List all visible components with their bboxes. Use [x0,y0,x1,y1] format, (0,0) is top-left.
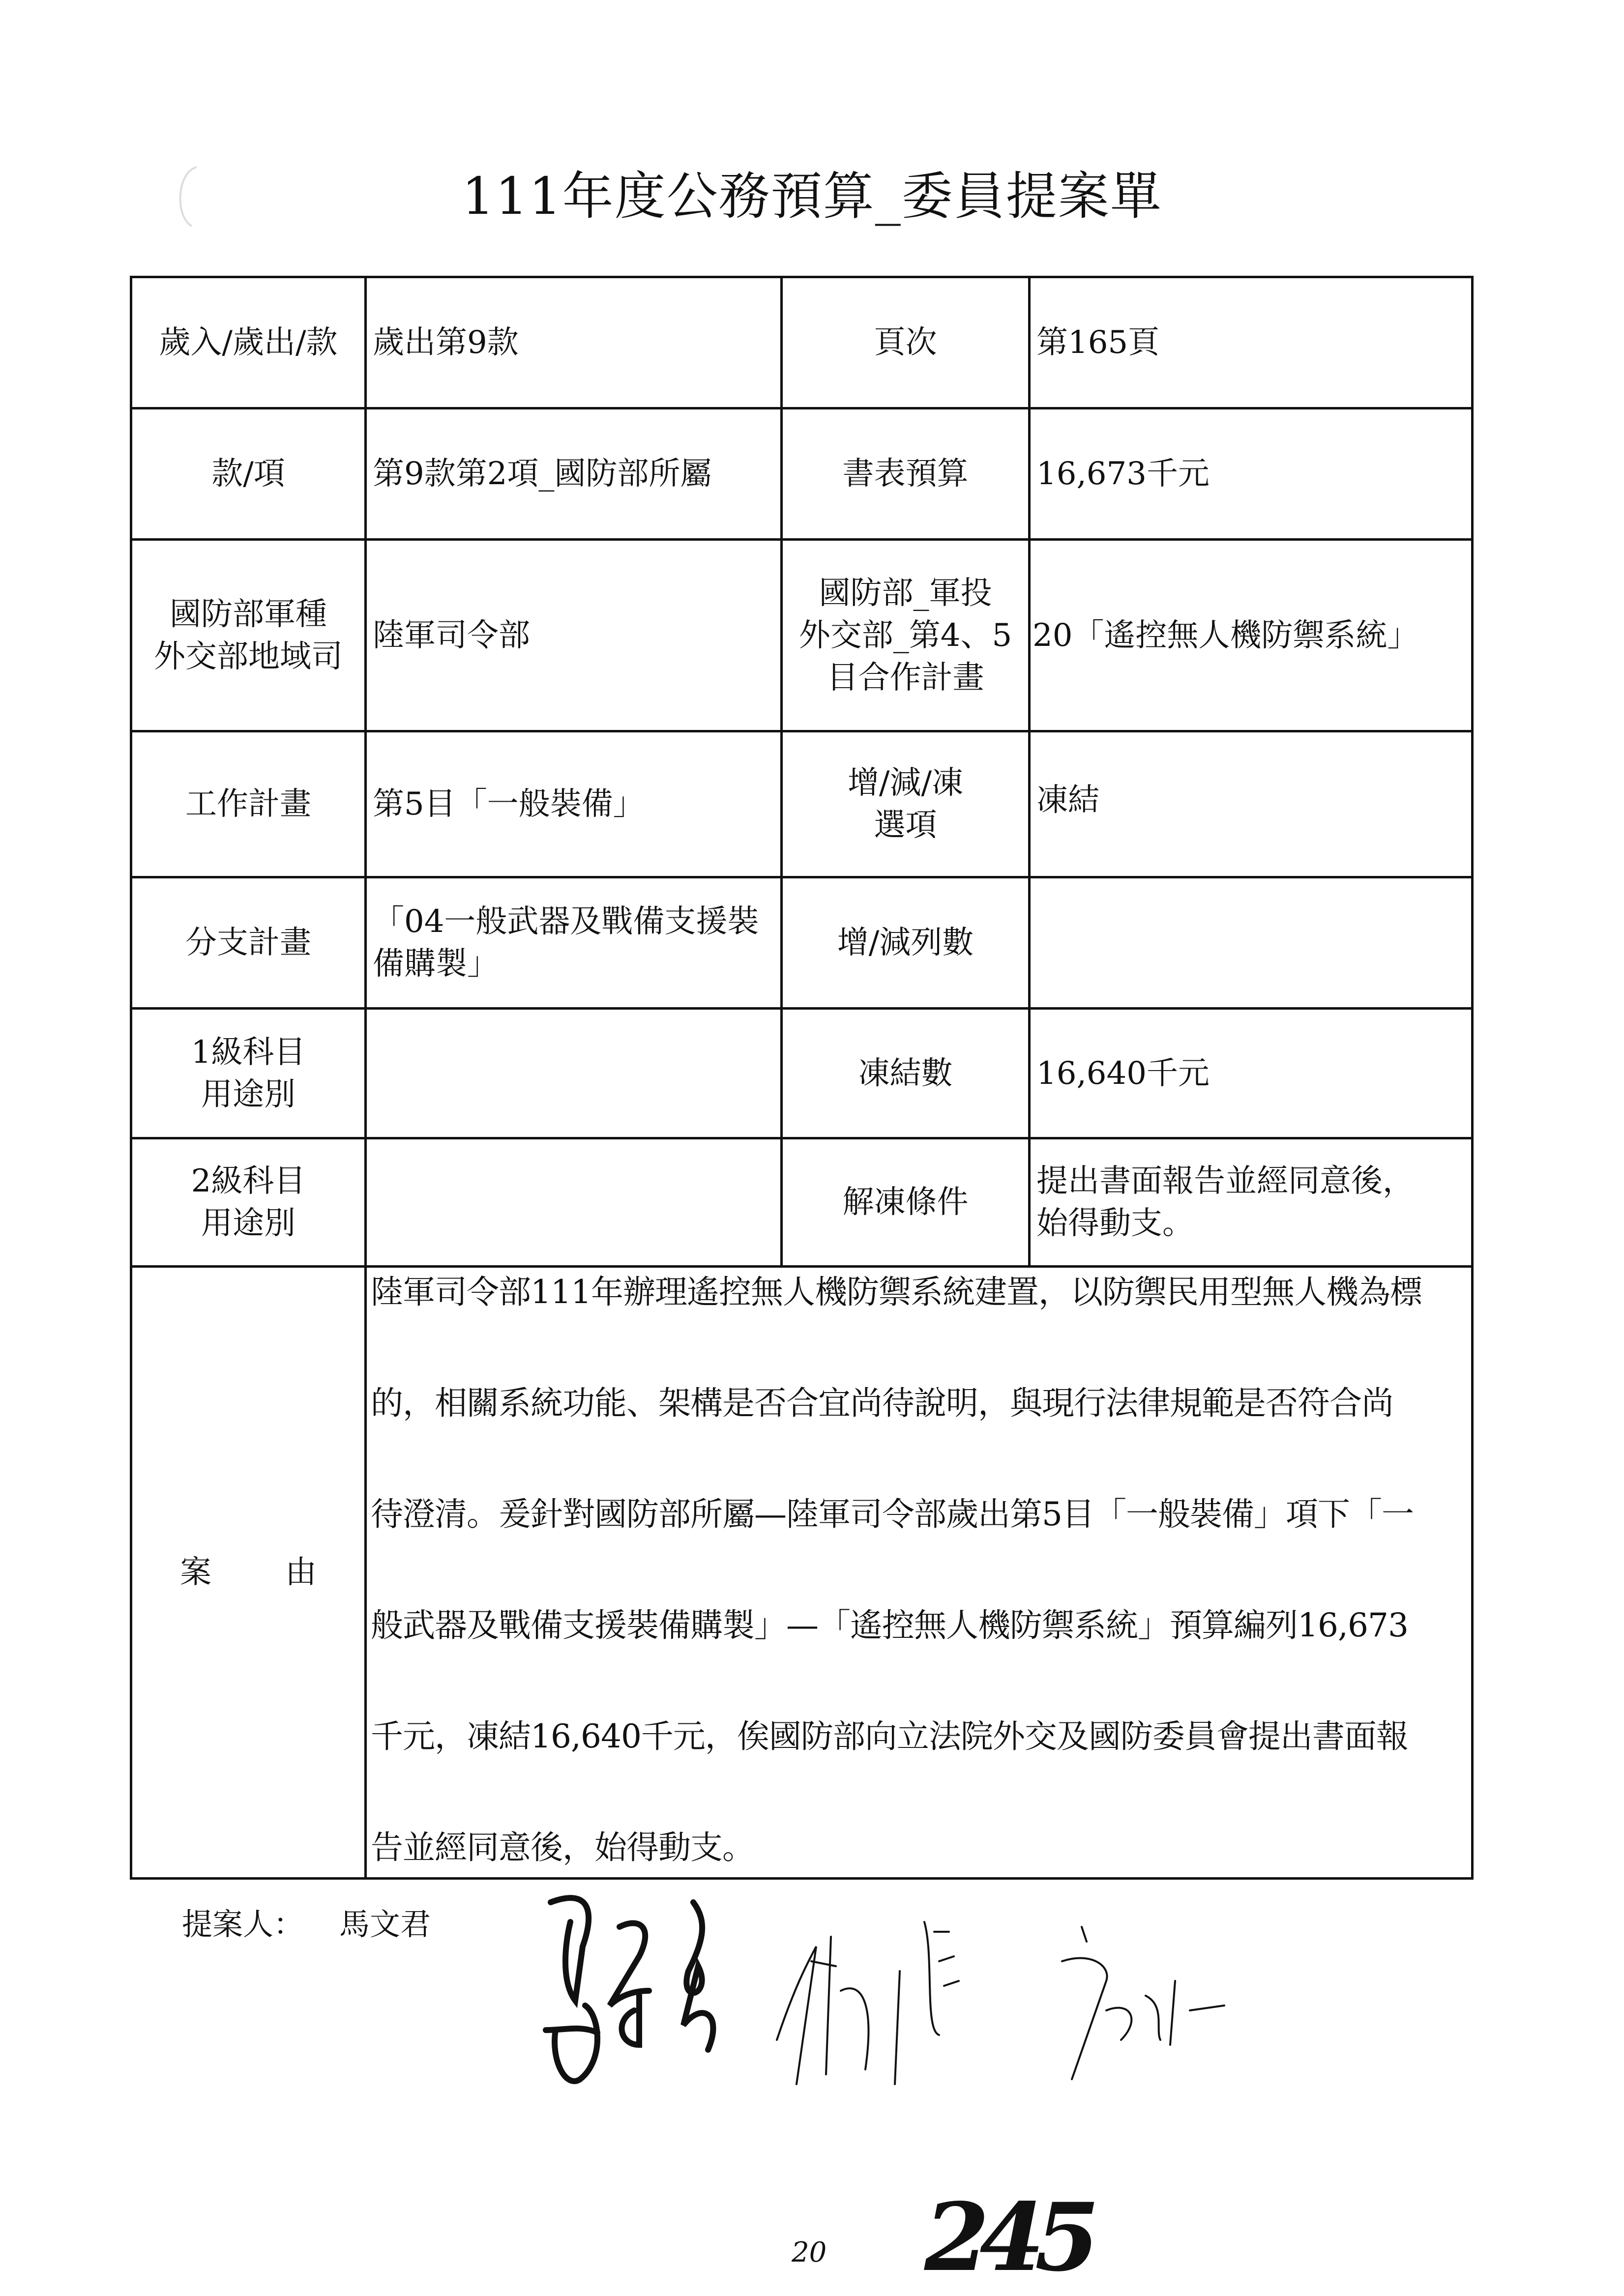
label-line: 用途別 [201,1076,295,1113]
label-branch-plan: 分支計畫 [131,877,366,1009]
value-work-plan: 第5目「一般裝備」 [366,731,782,877]
label-section-item: 款/項 [131,408,366,540]
value-budget-type: 歲出第9款 [366,277,782,408]
page-number: 20 [792,2237,827,2268]
table-row [131,408,1473,540]
label-adjust-amount: 增/減列數 [782,877,1030,1009]
label-line: 外交部地域司 [154,638,343,675]
label-line: 國防部軍種 [170,596,327,633]
label-budget-type: 歲入/歲出/款 [131,277,366,408]
table-row [131,1138,1473,1267]
value-frozen-amount: 16,640千元 [1030,1009,1473,1138]
label-line: 國防部_軍投 [819,575,992,611]
label-service-branch [131,540,366,731]
value-case-reason [366,1267,1473,1879]
label-cooperation-plan [782,540,1030,731]
value-service-branch: 陸軍司令部 [366,540,782,731]
value-branch-plan [366,877,782,1009]
signature-1 [546,1898,713,2081]
label-line: 目合作計畫 [827,659,984,696]
label-book-budget: 書表預算 [782,408,1030,540]
label-level1-subject [131,1009,366,1138]
proposer-name: 馬文君 [339,1906,431,1942]
signature-2 [777,1922,959,2084]
case-line: 的，相關系統功能、架構是否合宜尚待說明，與現行法律規範是否符合尚 [371,1384,1393,1422]
value-option: 凍結 [1030,731,1473,877]
value-line: 提出書面報告並經同意後， [1036,1163,1414,1199]
label-option [782,731,1030,877]
value-book-budget: 16,673千元 [1030,408,1473,540]
table-row [131,540,1473,731]
label-frozen-amount: 凍結數 [782,1009,1030,1138]
label-page: 頁次 [782,277,1030,408]
label-case-reason [131,1267,366,1879]
label-char: 案 [180,1554,211,1591]
label-line: 1級科目 [191,1034,306,1071]
label-work-plan: 工作計畫 [131,731,366,877]
value-section-item: 第9款第2項_國防部所屬 [366,408,782,540]
proposer-label: 提案人： [182,1906,304,1942]
value-cooperation-plan: 20「遙控無人機防禦系統」 [1030,540,1473,731]
value-level1-subject [366,1009,782,1138]
value-line: 「04一般武器及戰備支援裝 [373,903,759,940]
proposal-form-table [130,276,1474,1880]
label-line: 選項 [874,807,937,843]
value-page: 第165頁 [1030,277,1473,408]
case-line: 千元，凍結16,640千元，俟國防部向立法院外交及國防委員會提出書面報 [371,1717,1408,1755]
label-char: 由 [285,1554,317,1591]
table-row [131,1267,1473,1879]
table-row [131,877,1473,1009]
case-line: 告並經同意後，始得動支。 [371,1829,754,1866]
faint-circle-mark [167,162,211,231]
case-line: 待澄清。爰針對國防部所屬—陸軍司令部歲出第5目「一般裝備」項下「一 [371,1495,1414,1533]
value-line: 始得動支。 [1036,1205,1194,1242]
label-level2-subject [131,1138,366,1267]
value-line: 備購製」 [373,946,499,982]
label-line: 2級科目 [191,1163,306,1199]
table-row [131,1009,1473,1138]
handwritten-signatures [492,1883,1598,2128]
value-unfreeze-condition [1030,1138,1473,1267]
label-line: 增/減/凍 [847,765,964,801]
signature-3 [1062,1927,1224,2079]
table-row [131,277,1473,408]
case-line: 般武器及戰備支援裝備購製」—「遙控無人機防禦系統」預算編列16,673 [371,1606,1408,1644]
case-line: 陸軍司令部111年辦理遙控無人機防禦系統建置，以防禦民用型無人機為標 [371,1273,1422,1311]
label-line: 外交部_第4、5 [798,617,1012,654]
label-unfreeze-condition: 解凍條件 [782,1138,1030,1267]
table-row [131,731,1473,877]
value-adjust-amount [1030,877,1473,1009]
handwritten-page-number: 245 [924,2182,1090,2292]
value-level2-subject [366,1138,782,1267]
label-line: 用途別 [201,1205,295,1242]
page-title: 111年度公務預算_委員提案單 [462,166,1162,226]
